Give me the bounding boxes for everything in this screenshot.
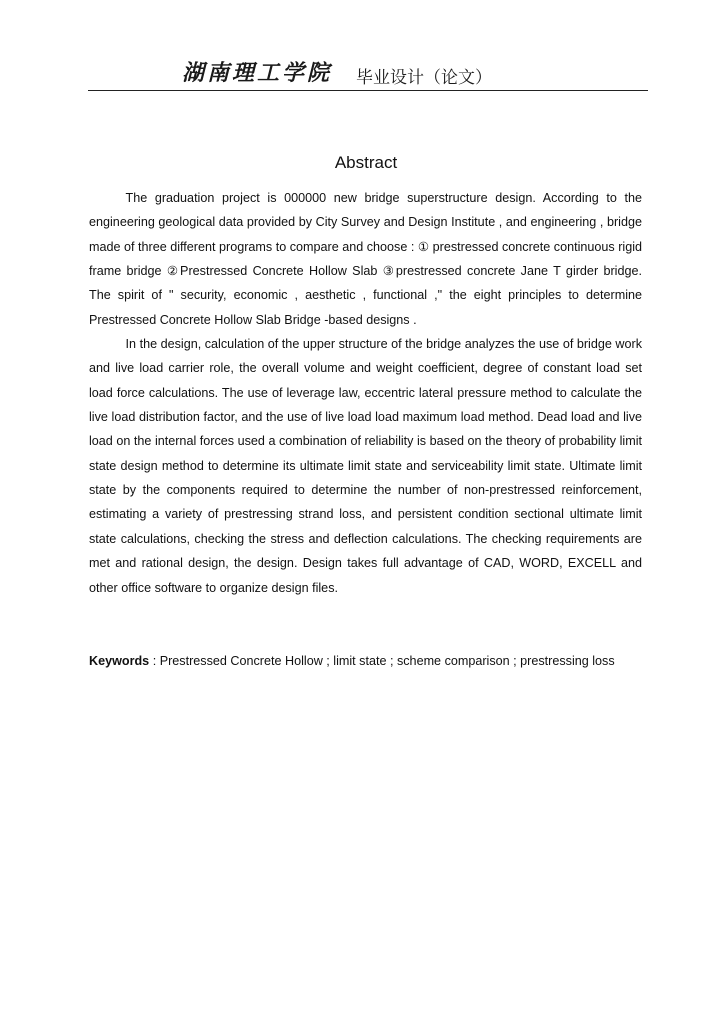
abstract-body bbox=[89, 186, 642, 600]
keywords-separator: : bbox=[149, 654, 160, 668]
document-type-label: 毕业设计（论文） bbox=[356, 68, 492, 88]
keywords-line bbox=[89, 649, 689, 673]
school-name-logo: 湖南理工学院 bbox=[182, 60, 333, 86]
abstract-paragraph-1: The graduation project is 000000 new bridge superstructure design. According to the engineering geological data provided by City Survey and Design Institute , and engineering , bridge made of three different programs to compare and choose : ① prestressed concrete continuous rigid frame bridge ②Prestressed Concrete Hollow Slab ③prestressed concrete Jane T girder bridge. The spirit of " security, economic , aesthetic , functional ," the eight principles to determine Prestressed Concrete Hollow Slab Bridge -based designs . bbox=[89, 191, 642, 327]
page-header bbox=[88, 52, 648, 91]
abstract-paragraph-2: In the design, calculation of the upper structure of the bridge analyzes the use of bridge work and live load carrier role, the overall volume and weight coefficient, degree of constant load set load force calculations. The use of leverage law, eccentric lateral pressure method to calculate the live load distribution factor, and the use of live load load maximum load method. Dead load and live load on the internal forces used a combination of reliability is based on the theory of probability limit state design method to determine its ultimate limit state and serviceability limit state. Ultimate limit state by the components required to determine the number of non-prestressed reinforcement, estimating a variety of prestressing strand loss, and persistent condition sectional ultimate limit state calculations, checking the stress and deflection calculations. The checking requirements are met and rational design, the design. Design takes full advantage of CAD, WORD, EXCELL and other office software to organize design files. bbox=[89, 337, 642, 595]
abstract-title: Abstract bbox=[334, 153, 398, 172]
keywords-text: Prestressed Concrete Hollow ; limit state ; scheme comparison ; prestressing loss bbox=[159, 654, 615, 668]
keywords-label: Keywords bbox=[89, 654, 150, 668]
